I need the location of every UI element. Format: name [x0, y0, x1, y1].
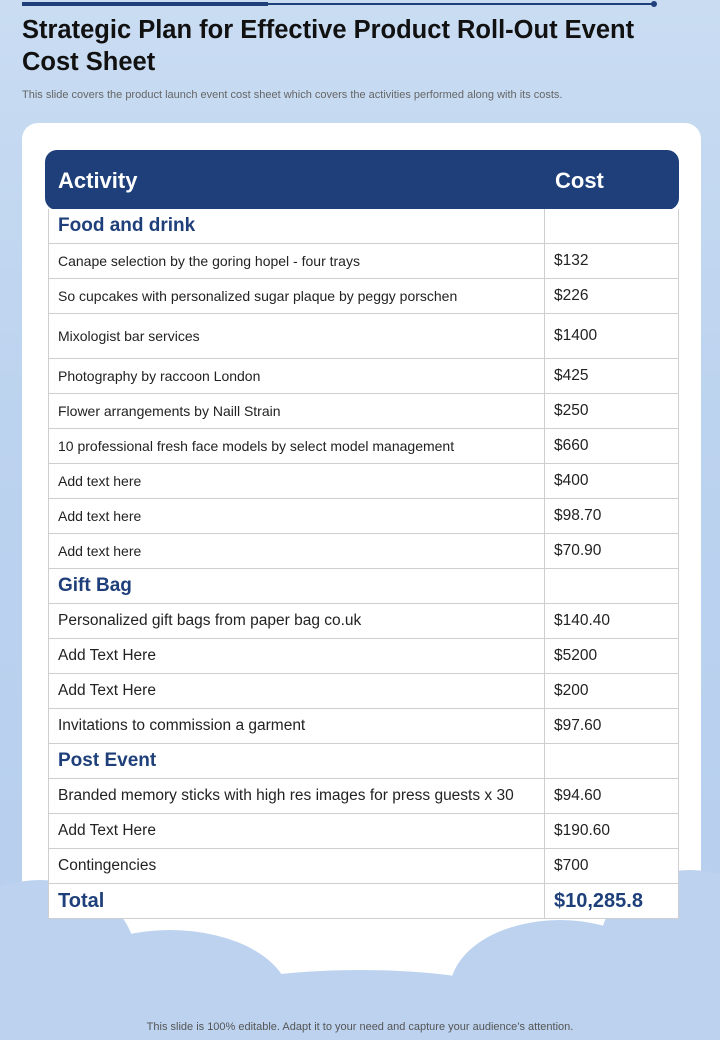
top-accent-bar — [0, 0, 720, 8]
cost-cell: $70.90 — [554, 542, 602, 559]
activity-cell: So cupcakes with personalized sugar plaque by peggy porschen — [49, 279, 545, 313]
cost-cell: $94.60 — [554, 787, 602, 804]
table-row — [49, 244, 678, 279]
page-subtitle: This slide covers the product launch event cost sheet which covers the activities performed along with its costs. — [22, 89, 563, 101]
activity-cell: Canape selection by the goring hopel - four trays — [49, 244, 545, 278]
cost-cell: $700 — [554, 857, 589, 874]
cost-cell: $5200 — [554, 647, 598, 664]
activity-cell: 10 professional fresh face models by select model management — [49, 429, 545, 463]
cost-cell: $400 — [554, 472, 589, 489]
cost-cell: $226 — [554, 287, 589, 304]
activity-cell: Branded memory sticks with high res images for press guests x 30 — [49, 779, 545, 813]
table-row — [49, 464, 678, 499]
section-row — [49, 569, 678, 604]
activity-cell: Add Text Here — [49, 674, 545, 708]
activity-cell: Add Text Here — [49, 639, 545, 673]
section-title: Food and drink — [49, 209, 545, 243]
activity-cell: Flower arrangements by Naill Strain — [49, 394, 545, 428]
cost-cell: $425 — [554, 367, 589, 384]
table-row — [49, 709, 678, 744]
table-row — [49, 499, 678, 534]
table-row — [49, 639, 678, 674]
activity-cell: Add text here — [49, 499, 545, 533]
cost-cell: $98.70 — [554, 507, 602, 524]
table-row — [49, 314, 678, 359]
activity-cell: Add text here — [49, 464, 545, 498]
cost-cell — [545, 744, 678, 778]
cost-cell — [545, 569, 678, 603]
activity-cell: Invitations to commission a garment — [49, 709, 545, 743]
table-row — [49, 814, 678, 849]
table-row — [49, 429, 678, 464]
cost-cell: $10,285.8 — [554, 889, 643, 912]
table-row — [49, 849, 678, 884]
accent-bar-thin — [268, 3, 654, 5]
page-title: Strategic Plan for Effective Product Roll-Out Event Cost Sheet — [22, 16, 635, 76]
total-row — [49, 884, 678, 919]
cost-cell: $190.60 — [554, 822, 611, 839]
activity-cell: Contingencies — [49, 849, 545, 883]
cost-cell: $132 — [554, 252, 589, 269]
activity-cell: Add text here — [49, 534, 545, 568]
header-cost: Cost — [555, 168, 604, 193]
cost-cell: $660 — [554, 437, 589, 454]
cost-cell — [545, 209, 678, 243]
table-row — [49, 604, 678, 639]
section-title: Gift Bag — [49, 569, 545, 603]
cost-table — [45, 150, 679, 919]
cost-cell: $200 — [554, 682, 589, 699]
activity-cell: Photography by raccoon London — [49, 359, 545, 393]
table-row — [49, 394, 678, 429]
table-row — [49, 279, 678, 314]
accent-bar-thick — [22, 2, 268, 6]
cost-cell: $97.60 — [554, 717, 602, 734]
accent-bar-dot — [651, 1, 657, 7]
activity-cell: Total — [49, 884, 545, 918]
header-activity: Activity — [58, 168, 138, 193]
activity-cell: Add Text Here — [49, 814, 545, 848]
cost-cell: $250 — [554, 402, 589, 419]
table-body — [48, 209, 679, 919]
cost-cell: $140.40 — [554, 612, 611, 629]
table-row — [49, 779, 678, 814]
cost-cell: $1400 — [554, 327, 598, 344]
section-row — [49, 744, 678, 779]
table-header — [45, 150, 679, 210]
section-title: Post Event — [49, 744, 545, 778]
table-row — [49, 674, 678, 709]
section-row — [49, 209, 678, 244]
table-row — [49, 359, 678, 394]
table-row — [49, 534, 678, 569]
footer-note: This slide is 100% editable. Adapt it to your need and capture your audience’s attention. — [146, 1021, 574, 1033]
activity-cell: Personalized gift bags from paper bag co.uk — [49, 604, 545, 638]
activity-cell: Mixologist bar services — [49, 314, 545, 358]
